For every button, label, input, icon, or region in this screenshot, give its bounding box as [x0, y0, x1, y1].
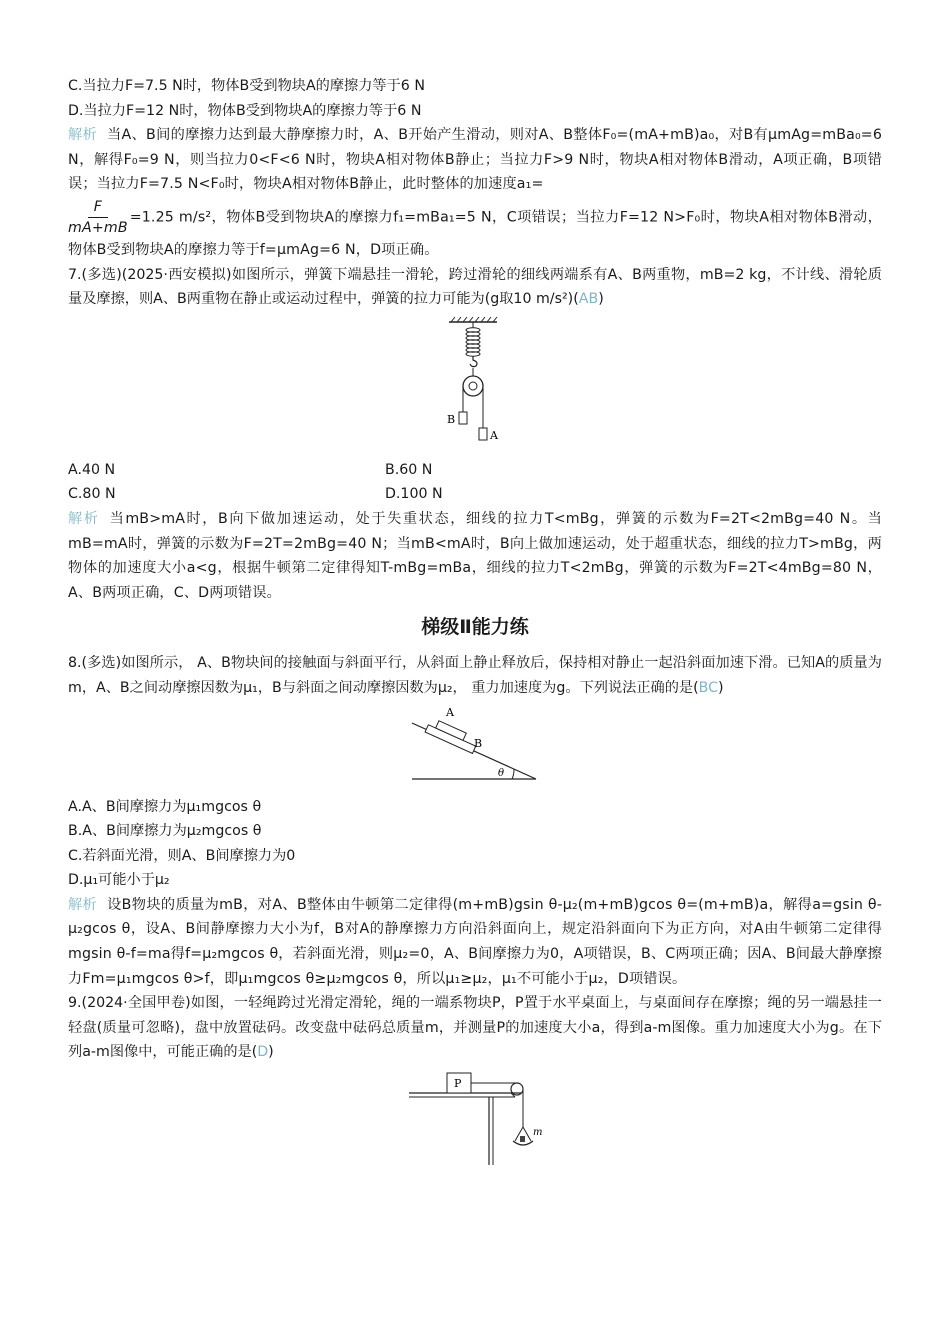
q8-option-b[interactable]: B.A、B间摩擦力为μ₂mgcos θ [68, 823, 262, 840]
q8-option-a[interactable]: A.A、B间摩擦力为μ₁mgcos θ [68, 798, 262, 815]
weights [520, 1136, 525, 1142]
q7-stem-text: 7.(多选)(2025·西安模拟)如图所示，弹簧下端悬挂一滑轮，跨过滑轮的细线两端系有A、B两重物，mB=2 kg，不计线、滑轮质量及摩擦，则A、B两重物在静止或运动过程中，弹簧的拉力可能为(g取10 m/s²)( [68, 266, 882, 308]
hook [470, 356, 477, 367]
fraction-numerator: F [88, 197, 108, 218]
ceiling-hatch [451, 317, 497, 322]
fraction-denominator: mA+mB [68, 219, 128, 236]
q6-option-d[interactable]: D.当拉力F=12 N时，物体B受到物块A的摩擦力等于6 N [68, 102, 422, 119]
q7-answer: AB [578, 291, 599, 308]
label-a: A [446, 705, 454, 719]
q9-answer: D [257, 1044, 269, 1061]
angle-arc [512, 769, 514, 779]
q7-option-d[interactable]: D.100 N [385, 486, 443, 503]
label-m: m [533, 1127, 543, 1139]
label-p: P [454, 1077, 462, 1091]
spring-coil [466, 328, 480, 356]
q7-stem-close: ) [598, 291, 604, 308]
weight-a [479, 428, 487, 440]
q9-stem-close: ) [268, 1044, 274, 1061]
q9-stem-text: 9.(2024·全国甲卷)如图，一轻绳跨过光滑定滑轮，绳的一端系物块P，P置于水平桌面上，与桌面间存在摩擦；绳的另一端悬挂一轻盘(质量可忽略)，盘中放置砝码。改变盘中砝码总质量m，并测量P的加速度大小a，得到a-m图像。重力加速度大小为g。在下列a-m图像中，可能正确的是( [68, 995, 882, 1061]
label-b: B [447, 412, 456, 426]
analysis-label: 解析 [68, 510, 100, 527]
q8-option-c[interactable]: C.若斜面光滑，则A、B间摩擦力为0 [68, 847, 296, 864]
q8-stem-close: ) [718, 679, 724, 696]
label-b: B [474, 736, 483, 750]
q8-option-d[interactable]: D.μ₁可能小于μ₂ [68, 872, 170, 889]
q8-figure [68, 705, 882, 785]
blocks [425, 717, 479, 753]
q7-option-b[interactable]: B.60 N [385, 461, 433, 478]
q6-analysis-part2: =1.25 m/s²，物体B受到物块A的摩擦力f₁=mBa₁=5 N，C项错误；当拉力F=12 N>F₀时，物块A相对物体B滑动，物体B受到物块A的摩擦力等于f=μmAg=6 N，D项正确。 [68, 209, 882, 258]
q9-stem [68, 991, 882, 1065]
q7-analysis [68, 507, 882, 605]
q8-answer: BC [698, 679, 718, 696]
table-pulley-diagram [405, 1069, 545, 1169]
spring-pulley-diagram [435, 316, 515, 448]
pulley-axle [469, 382, 477, 390]
q7-options [68, 458, 882, 507]
weight-b [459, 412, 467, 424]
analysis-label: 解析 [68, 127, 98, 144]
q9-figure [68, 1069, 882, 1169]
page-content [68, 74, 882, 1179]
q6-analysis [68, 123, 882, 262]
q7-figure [68, 316, 882, 448]
q8-analysis-text: 设B物块的质量为mB，对A、B整体由牛顿第二定律得(m+mB)gsin θ-μ₂(m+mB)gcos θ=(m+mB)a，解得a=gsin θ-μ₂gcos θ，设A、B间静摩擦力大小为f，B对A的静摩擦力方向沿斜面向上，规定沿斜面向下为正方向，对A由牛顿第二定律得mgsin θ-f=ma得f=μ₂mgcos θ，若斜面光滑，则μ₂=0，A、B间摩擦力为0，A项错误，B、C两项正确；因A、B间最大静摩擦力Fm=μ₁mgcos θ>f，即μ₁mgcos θ≥μ₂mgcos θ，所以μ₁≥μ₂，μ₁不可能小于μ₂，D项错误。 [68, 896, 882, 987]
q8-stem [68, 651, 882, 700]
fraction [68, 197, 128, 238]
incline-diagram [410, 705, 540, 785]
q7-option-c[interactable]: C.80 N [68, 486, 116, 503]
q8-analysis [68, 893, 882, 991]
q6-analysis-part1: 当A、B间的摩擦力达到最大静摩擦力时，A、B开始产生滑动，则对A、B整体F₀=(mA+mB)a₀，对B有μmAg=mBa₀=6 N，解得F₀=9 N，则当拉力0<F<6 N时，物块A相对物体B静止；当拉力F>9 N时，物块A相对物体B滑动，A项正确，B项错误；当拉力F=7.5 N<F₀时，物块A相对物体B静止，此时整体的加速度a₁= [68, 127, 882, 193]
section-title: 梯级Ⅱ能力练 [421, 616, 529, 639]
q7-option-a[interactable]: A.40 N [68, 461, 116, 478]
q8-stem-text: 8.(多选)如图所示， A、B物块间的接触面与斜面平行，从斜面上静止释放后，保持相对静止一起沿斜面加速下滑。已知A的质量为m，A、B之间动摩擦因数为μ₁，B与斜面之间动摩擦因数为μ₂， 重力加速度为g。下列说法正确的是( [68, 655, 882, 696]
q7-stem [68, 263, 882, 312]
label-theta: θ [498, 767, 505, 779]
q6-option-c[interactable]: C.当拉力F=7.5 N时，物体B受到物块A的摩擦力等于6 N [68, 78, 425, 94]
q7-analysis-text: 当mB>mA时，B向下做加速运动，处于失重状态，细线的拉力T<mBg，弹簧的示数为F=2T<2mBg=40 N。当mB=mA时，弹簧的示数为F=2T=2mBg=40 N；当mB<mA时，B向上做加速运动，处于超重状态，细线的拉力T>mBg，两物体的加速度大小a<g，根据牛顿第二定律得知T-mBg=mBa，细线的拉力T<2mBg，弹簧的示数为F=2T<4mBg=80 N，A、B两项正确，C、D两项错误。 [68, 510, 882, 601]
pulley [463, 376, 483, 396]
analysis-label: 解析 [68, 896, 98, 913]
label-a: A [490, 428, 498, 442]
